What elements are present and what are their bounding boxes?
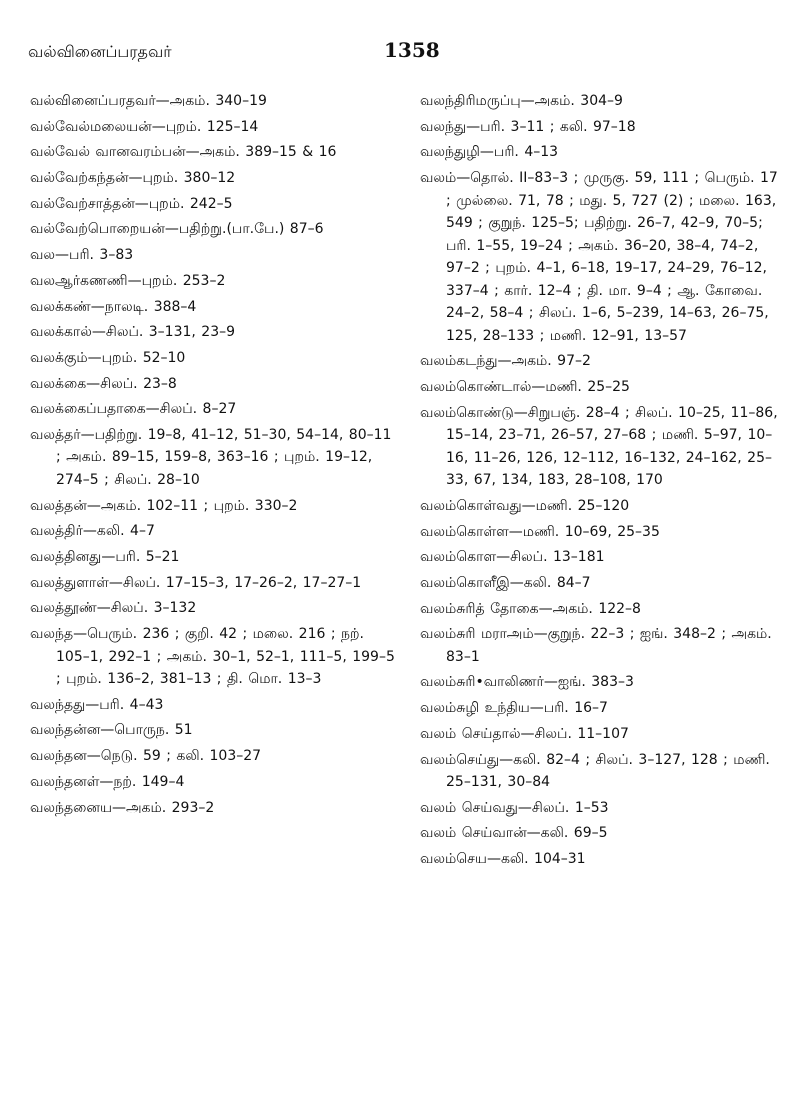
index-entry: வலம்கொள—சிலப். 13–181 <box>420 549 605 566</box>
index-entry: வல்வேற்கந்தன்—புறம். 380–12 <box>30 170 236 187</box>
index-entry: வலத்தினது—பரி. 5–21 <box>30 549 180 565</box>
index-entry: வலக்கால்—சிலப். 3–131, 23–9 <box>30 324 236 341</box>
index-entry: வலம்சுரி மராஅம்—குறுந். 22–3 ; ஐங். 348–2 ; அகம். 83–1 <box>420 626 772 665</box>
index-entry: வலக்கைப்பதாகை—சிலப். 8–27 <box>30 401 237 418</box>
index-entry: வலந்தது—பரி. 4–43 <box>30 696 164 713</box>
index-entry: வலம்கடந்து—அகம். 97–2 <box>420 353 591 370</box>
index-entry: வலத்துளாள்—சிலப். 17–15–3, 17–26–2, 17–27–1 <box>30 574 362 591</box>
index-entry: வலத்தன்—அகம். 102–11 ; புறம். 330–2 <box>30 497 298 514</box>
index-entry: வலந்தன்ன—பொருந. 51 <box>30 722 193 739</box>
running-head: வல்வினைப்பரதவர் <box>28 42 172 61</box>
index-entry: வலம் செய்வது—சிலப். 1–53 <box>420 799 609 816</box>
index-entry: வலக்கை—சிலப். 23–8 <box>30 375 177 392</box>
index-entry: வலந்தனள்—நற். 149–4 <box>30 773 185 790</box>
index-entry: வலக்கண்—நாலடி. 388–4 <box>30 298 197 315</box>
index-entry: வல்வினைப்பரதவர்—அகம். 340–19 <box>30 93 267 109</box>
index-entry: வலம்கொள்ள—மணி. 10–69, 25–35 <box>420 523 660 540</box>
index-entry: வலந்தனைய—அகம். 293–2 <box>30 799 215 816</box>
index-entry: வலந்துழி—பரி. 4–13 <box>420 144 559 161</box>
index-entry: வலந்தன—நெடு. 59 ; கலி. 103–27 <box>30 748 262 765</box>
index-entry: வலந்திரிமருப்பு—அகம். 304–9 <box>420 93 623 109</box>
index-entry: வலம்கொண்டால்—மணி. 25–25 <box>420 378 630 395</box>
index-entry: வலம்—தொல். II–83–3 ; முருகு. 59, 111 ; பெரும். 17 ; முல்லை. 71, 78 ; மது. 5, 727 (2) ; மலை. 163, 549 ; குறுந். 125–5; பதிற்று. 26–7, 42–9, 70–5; பரி. 1–55, 19–24 ; அகம். 36–20, 38–4, 74–2, 97–2 ; புறம். 4–1, 6–18, 19–17, 24–29, 76–12, 337–4 ; கார். 12–4 ; தி. மா. 9–4 ; ஆ. கோவை. 24–2, 58–4 ; சிலப். 1–6, 5–239, 14–63, 26–75, 125, 28–133 ; மணி. 12–91, 13–57 <box>420 170 778 344</box>
index-entry: வலந்து—பரி. 3–11 ; கலி. 97–18 <box>420 118 636 135</box>
page-header <box>28 38 772 72</box>
index-entry: வலம்கொள்வது—மணி. 25–120 <box>420 497 630 514</box>
index-entry: வலத்திர்—கலி. 4–7 <box>30 523 155 540</box>
index-entry: வல—பரி. 3–83 <box>30 247 134 264</box>
index-entry: வலம்கொளீஇ—கலி. 84–7 <box>420 574 591 591</box>
index-entry: வல்வேல் வானவரம்பன்—அகம். 389–15 & 16 <box>30 144 337 161</box>
index-entry: வலம்செய்து—கலி. 82–4 ; சிலப். 3–127, 128 ; மணி. 25–131, 30–84 <box>420 751 770 790</box>
index-entry: வலத்தர்—பதிற்று. 19–8, 41–12, 51–30, 54–14, 80–11 ; அகம். 89–15, 159–8, 363–16 ; புறம். 19–12, 274–5 ; சிலப். 28–10 <box>30 426 392 488</box>
index-entry: வல்வேற்சாத்தன்—புறம். 242–5 <box>30 195 233 212</box>
index-entry: வலம் செய்தால்—சிலப். 11–107 <box>420 725 629 742</box>
index-entry: வலம் செய்வான்—கலி. 69–5 <box>420 825 608 842</box>
index-entry: வலத்தூண்—சிலப். 3–132 <box>30 600 197 617</box>
index-entry: வலம்செய—கலி. 104–31 <box>420 851 586 868</box>
index-entry: வலம்கொண்டு—சிறுபஞ். 28–4 ; சிலப். 10–25, 11–86, 15–14, 23–71, 26–57, 27–68 ; மணி. 5–97, 10–16, 11–26, 126, 12–112, 16–132, 24–162, 25–33, 67, 134, 183, 28–108, 170 <box>420 404 778 489</box>
right-column <box>420 90 780 874</box>
index-entry: வலந்த—பெரும். 236 ; குறி. 42 ; மலை. 216 ; நற். 105–1, 292–1 ; அகம். 30–1, 52–1, 111–5, 199–5 ; புறம். 136–2, 381–13 ; தி. மொ. 13–3 <box>30 626 395 688</box>
index-entry: வலம்சுழி உந்திய—பரி. 16–7 <box>420 700 608 717</box>
index-entry: வலக்கும்—புறம். 52–10 <box>30 349 186 366</box>
index-entry: வலம்சுரி•வாலிணர்—ஐங். 383–3 <box>420 674 634 691</box>
left-column <box>30 90 400 822</box>
index-entry: வல்வேற்பொறையன்—பதிற்று.(பா.பே.) 87–6 <box>30 221 324 238</box>
index-entry: வலஆர்கணணி—புறம். 253–2 <box>30 272 226 289</box>
index-entry: வல்வேல்மலையன்—புறம். 125–14 <box>30 118 259 135</box>
index-entry: வலம்சுரித் தோகை—அகம். 122–8 <box>420 600 641 617</box>
page-number: 1358 <box>384 38 440 62</box>
